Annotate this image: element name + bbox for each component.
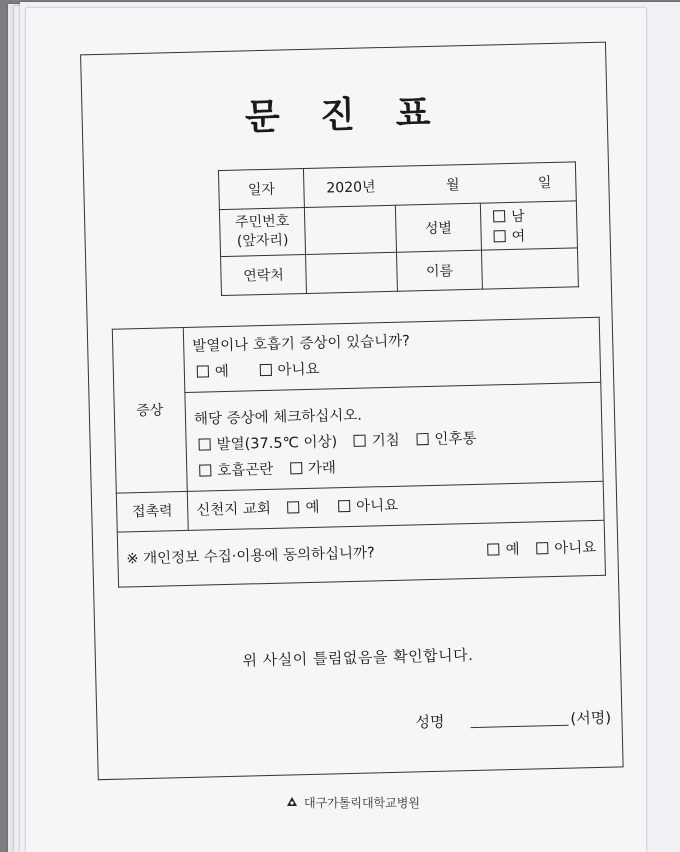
consent-yes-option[interactable]: 예 xyxy=(483,542,519,559)
contact-number-field[interactable] xyxy=(306,252,398,293)
checkbox-icon[interactable] xyxy=(493,210,505,222)
name-label: 이름 xyxy=(397,250,483,291)
signature-suffix: (서명) xyxy=(570,708,612,728)
id-number-label: 주민번호 (앞자리) xyxy=(219,207,305,256)
checkbox-icon[interactable] xyxy=(338,500,350,512)
date-day: 일 xyxy=(537,174,552,192)
symptom-no-option[interactable]: 아니요 xyxy=(255,362,319,380)
consent-no-option[interactable]: 아니요 xyxy=(532,540,596,558)
symptom-question-1 xyxy=(183,317,600,392)
form-title: 문 진 표 xyxy=(244,92,445,139)
gender-male-option[interactable]: 남 xyxy=(489,209,525,226)
symptoms-label: 증상 xyxy=(112,327,187,493)
signature-area xyxy=(415,707,611,733)
checkbox-icon[interactable] xyxy=(287,501,299,513)
checkbox-icon[interactable] xyxy=(199,438,211,450)
checkbox-icon[interactable] xyxy=(290,462,302,474)
date-label: 일자 xyxy=(218,169,304,210)
hospital-logo-icon xyxy=(286,796,298,808)
symptom-question-1-text: 발열이나 호흡기 증상이 있습니까? xyxy=(192,333,411,355)
signature-label: 성명 xyxy=(415,712,445,732)
questionnaire-form xyxy=(80,42,624,781)
checkbox-icon[interactable] xyxy=(487,543,499,555)
contact-number-label: 연락처 xyxy=(221,254,307,295)
hospital-name: 대구가톨릭대학교병원 xyxy=(304,796,420,810)
contact-no-option[interactable]: 아니요 xyxy=(334,498,398,516)
signature-line[interactable] xyxy=(471,725,569,728)
name-field[interactable] xyxy=(481,248,578,289)
checkbox-icon[interactable] xyxy=(536,542,548,554)
gender-options xyxy=(480,201,577,250)
gender-female-option[interactable]: 여 xyxy=(489,229,525,246)
symptom-question-2 xyxy=(185,382,603,491)
contact-yes-option[interactable]: 예 xyxy=(283,500,319,517)
gender-label: 성별 xyxy=(395,203,481,252)
checkbox-icon[interactable] xyxy=(354,435,366,447)
hospital-footer xyxy=(286,794,420,811)
id-number-field[interactable] xyxy=(304,205,396,254)
contact-history-label: 접촉력 xyxy=(116,491,188,532)
checkbox-icon[interactable] xyxy=(259,364,271,376)
symptom-question-2-text: 해당 증상에 체크하십시오. xyxy=(193,407,363,428)
contact-history-text: 신천지 교회 xyxy=(196,500,272,519)
phlegm-option[interactable]: 가래 xyxy=(286,460,336,477)
consent-row xyxy=(117,520,605,587)
date-month: 월 xyxy=(445,177,460,194)
checkbox-icon[interactable] xyxy=(494,230,506,242)
confirmation-statement: 위 사실이 틀림없음을 확인합니다. xyxy=(242,645,474,670)
date-field[interactable] xyxy=(303,162,576,208)
dyspnea-option[interactable]: 호흡곤란 xyxy=(195,462,273,480)
questions-table xyxy=(112,317,606,588)
fever-option[interactable]: 발열(37.5℃ 이상) xyxy=(194,434,337,453)
checkbox-icon[interactable] xyxy=(416,433,428,445)
consent-question: ※ 개인정보 수집·이용에 동의하십니까? xyxy=(126,545,375,568)
checkbox-icon[interactable] xyxy=(197,365,209,377)
info-table xyxy=(218,161,579,296)
date-year: 2020년 xyxy=(326,179,376,197)
symptom-yes-option[interactable]: 예 xyxy=(193,364,229,381)
sore-throat-option[interactable]: 인후통 xyxy=(412,431,476,449)
checkbox-icon[interactable] xyxy=(199,464,211,476)
cough-option[interactable]: 기침 xyxy=(350,433,400,450)
